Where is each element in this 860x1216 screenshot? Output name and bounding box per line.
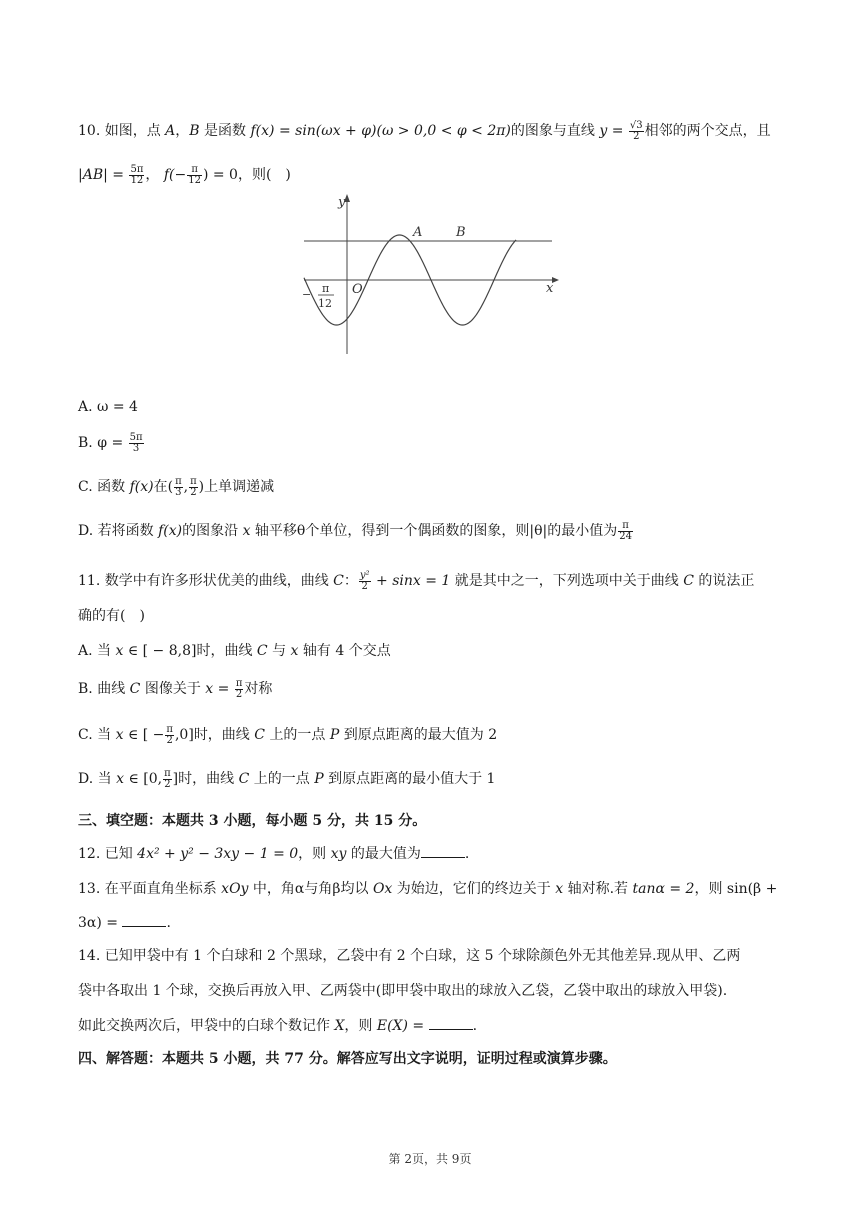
point-b-label: B xyxy=(456,225,466,240)
q10-option-d: D. 若将函数 f(x)的图象沿 x 轴平移θ个单位，得到一个偶函数的图象，则|θ|的最小值为 $\frac{\pi}{24}$ xyxy=(78,519,632,542)
function-expression: f(x) = sin(ωx + φ)(ω > 0,0 < φ < 2π) xyxy=(250,123,511,139)
x-axis-label: x xyxy=(546,281,554,296)
q10-option-a: A. ω = 4 xyxy=(78,399,138,415)
q10-line1: 10. 如图，点 A，B 是函数 f(x) = sin(ωx + φ)(ω > 0,0 < φ < 2π)的图象与直线 y = $\frac{√3}{2}$ 相邻的两个交点，且 xyxy=(78,119,771,142)
q11-option-a: A. 当 x ∈ [ − 8,8]时，曲线 C 与 x 轴有 4 个交点 xyxy=(78,643,391,659)
tick-pi: π xyxy=(322,282,330,295)
y-axis-label: y xyxy=(338,195,346,210)
q13-line2: 3α) = . xyxy=(78,915,171,931)
q14-line3: 如此交换两次后，甲袋中的白球个数记作 X，则 E(X) = . xyxy=(78,1018,478,1034)
answer-blank xyxy=(421,845,465,858)
answer-blank xyxy=(122,914,166,927)
q11-line1: 11. 数学中有许多形状优美的曲线，曲线 C： $\frac{\text{y²}}{2}$ + sinx = 1 就是其中之一，下列选项中关于曲线 C 的说法正 xyxy=(78,569,755,592)
origin-label: O xyxy=(352,282,363,297)
q10-option-c: C. 函数 f(x)在( $\frac{\pi}{3}$ , $\frac{\pi}{2}$ )上单调递减 xyxy=(78,475,275,498)
q14-line2: 袋中各取出 1 个球，交换后再放入甲、乙两袋中(即甲袋中取出的球放入乙袋，乙袋中取出的球放入甲袋). xyxy=(78,983,728,999)
section-3-heading: 三、填空题：本题共 3 小题，每小题 5 分，共 15 分。 xyxy=(78,813,427,829)
q11-option-c: C. 当 x ∈ [ − $\frac{\pi}{2}$ ,0]时，曲线 C 上的一点 P 到原点距离的最大值为 2 xyxy=(78,723,498,746)
point-a-label: A xyxy=(413,225,423,240)
q14-line1: 14. 已知甲袋中有 1 个白球和 2 个黑球，乙袋中有 2 个白球，这 5 个球除颜色外无其他差异.现从甲、乙两 xyxy=(78,948,741,964)
q10-line2: |AB| = $\frac{5\pi}{12}$ ， f(− $\frac{\pi}{12}$ ) = 0，则( ) xyxy=(78,163,291,186)
q11-line2: 确的有( ) xyxy=(78,608,145,624)
q13-line1: 13. 在平面直角坐标系 xOy 中，角α与角β均以 Ox 为始边，它们的终边关于 x 轴对称.若 tanα = 2，则 sin(β + xyxy=(78,881,778,897)
section-4-heading: 四、解答题：本题共 5 小题，共 77 分。解答应写出文字说明，证明过程或演算步骤。 xyxy=(78,1051,617,1067)
tick-minus-sign: − xyxy=(302,288,312,301)
tick-12: 12 xyxy=(318,297,332,310)
answer-blank xyxy=(429,1017,473,1030)
q10-option-b: B. φ = $\frac{5\pi}{3}$ xyxy=(78,431,143,454)
q11-option-d: D. 当 x ∈ [0, $\frac{\pi}{2}$ ]时，曲线 C 上的一点 P 到原点距离的最小值大于 1 xyxy=(78,767,496,790)
q11-option-b: B. 曲线 C 图像关于 x = $\frac{\pi}{2}$ 对称 xyxy=(78,677,273,700)
sine-graph xyxy=(296,190,566,360)
q12: 12. 已知 4x² + y² − 3xy − 1 = 0，则 xy 的最大值为 . xyxy=(78,846,470,862)
sqrt3-over-2: $\frac{√3}{2}$ xyxy=(629,119,643,142)
page-footer: 第 2页，共 9页 xyxy=(388,1152,472,1166)
